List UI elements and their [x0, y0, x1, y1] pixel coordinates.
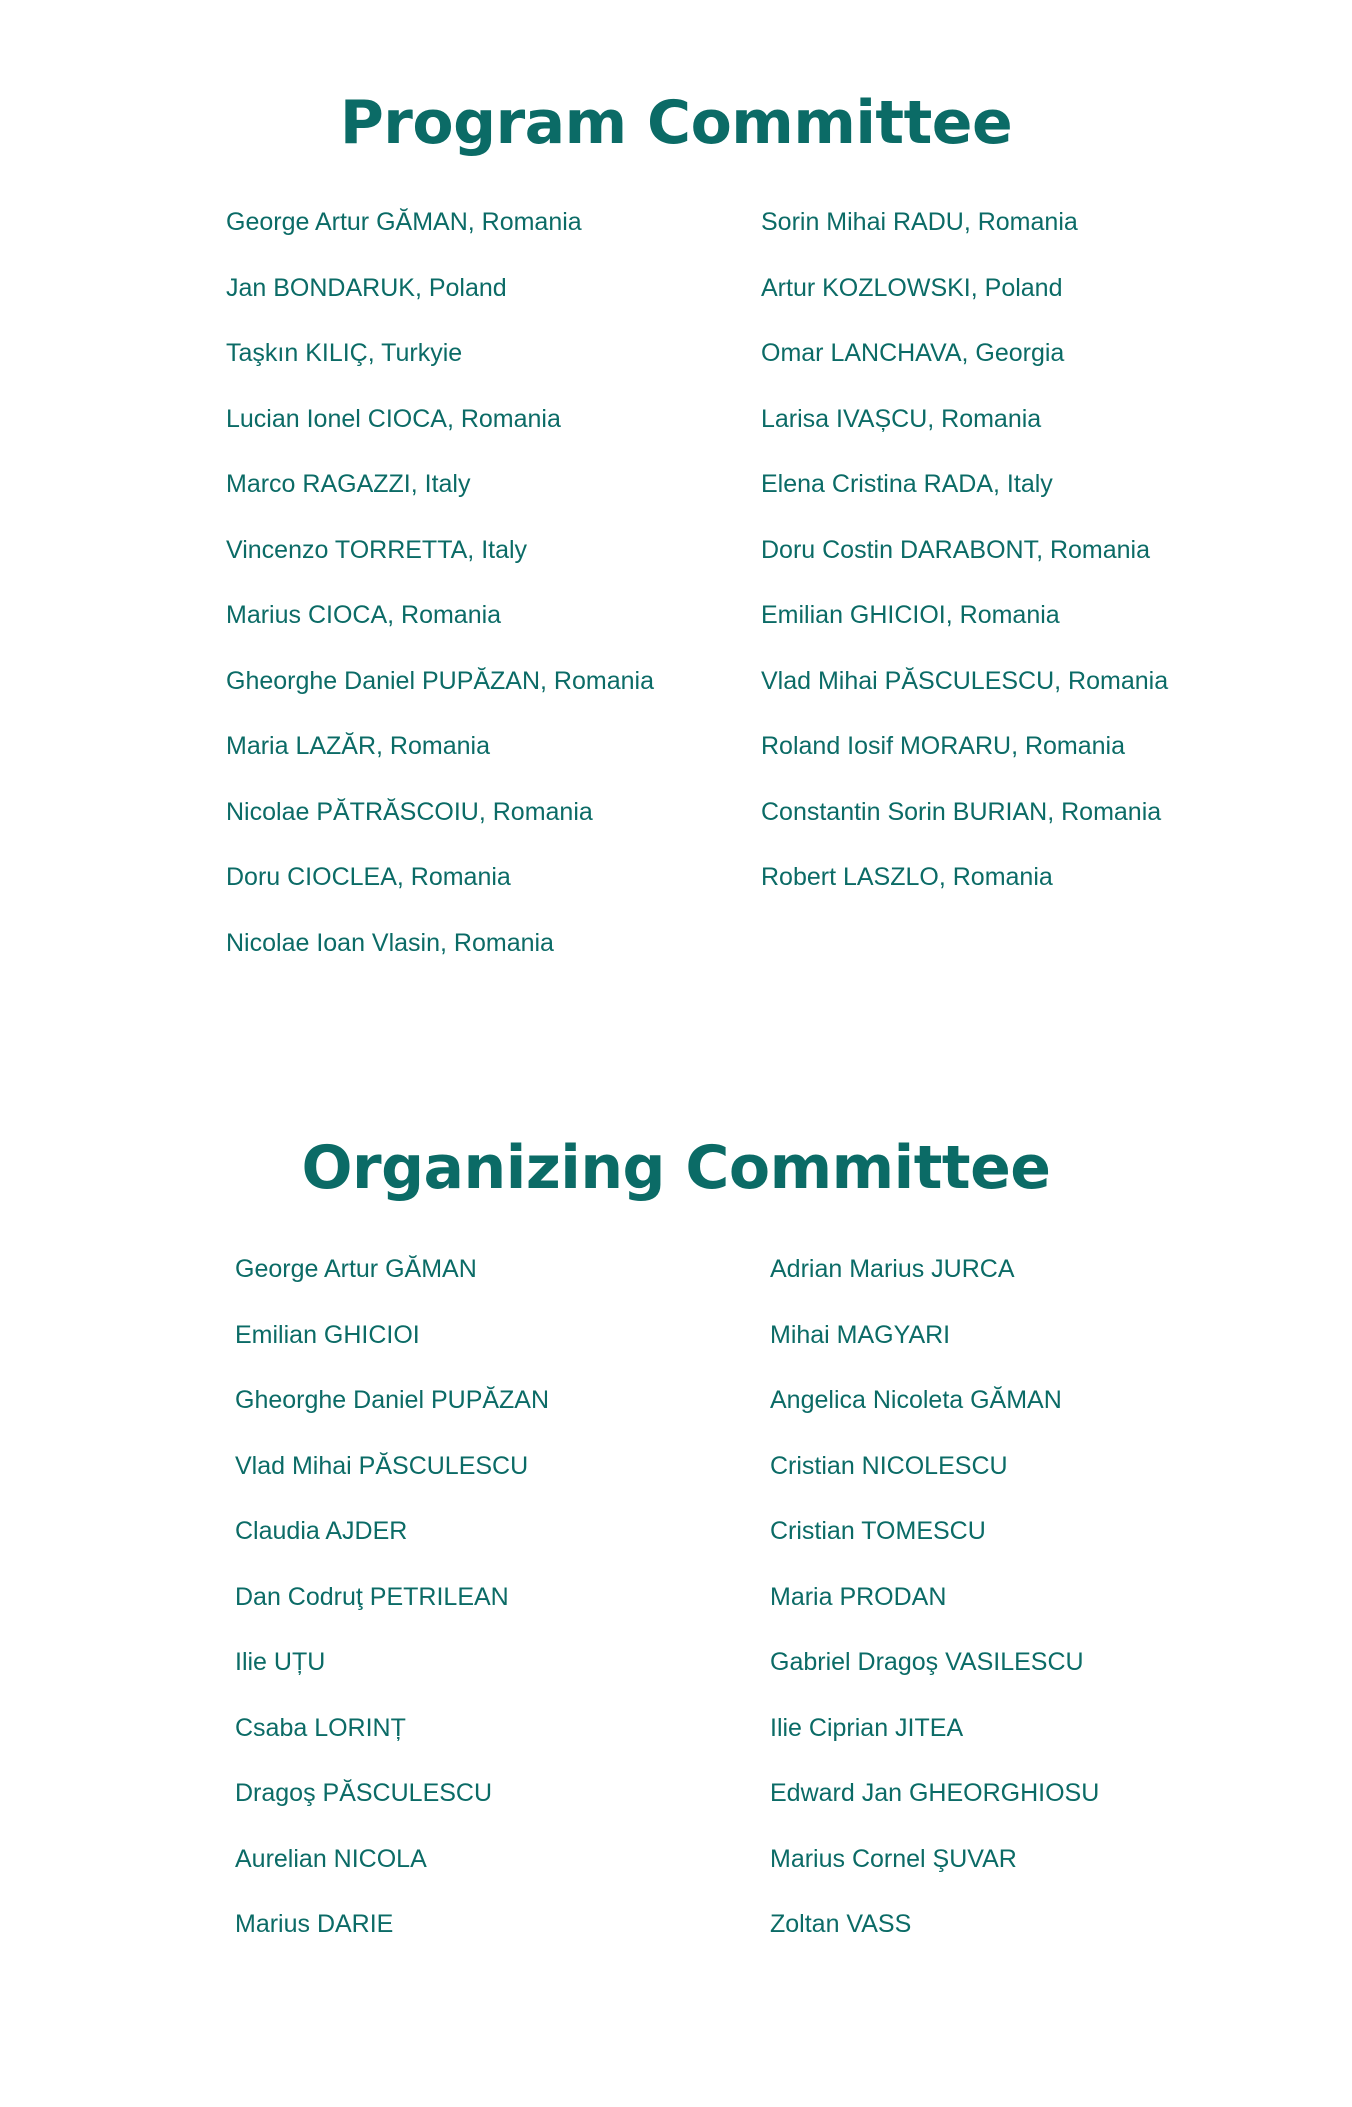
member-name: Taşkın KILIÇ, Turkyie — [226, 339, 463, 367]
member-name: Lucian Ionel CIOCA, Romania — [226, 404, 561, 433]
member-name: Zoltan VASS — [770, 1910, 912, 1938]
member-name: Mihai MAGYARI — [770, 1320, 951, 1349]
member-name: Doru CIOCLEA, Romania — [226, 863, 511, 891]
member-name: Marius Cornel ŞUVAR — [770, 1844, 1017, 1873]
member-name: Cristian NICOLESCU — [770, 1451, 1008, 1480]
member-name: Sorin Mihai RADU, Romania — [761, 208, 1078, 236]
member-name: Marius CIOCA, Romania — [226, 601, 502, 629]
member-name: Jan BONDARUK, Poland — [226, 273, 507, 302]
member-name: Vincenzo TORRETTA, Italy — [226, 535, 528, 564]
member-name: Marco RAGAZZI, Italy — [226, 470, 471, 498]
organizing-committee-right-list — [770, 1255, 1099, 1976]
member-name: Edward Jan GHEORGHIOSU — [770, 1779, 1100, 1807]
member-name: Adrian Marius JURCA — [770, 1255, 1015, 1283]
member-name: Vlad Mihai PĂSCULESCU, Romania — [761, 666, 1169, 695]
member-name: Constantin Sorin BURIAN, Romania — [761, 797, 1162, 826]
member-name: Elena Cristina RADA, Italy — [761, 470, 1053, 498]
member-name: Omar LANCHAVA, Georgia — [761, 339, 1065, 367]
member-name: Cristian TOMESCU — [770, 1517, 986, 1545]
member-name: Csaba LORINȚ — [235, 1713, 406, 1742]
member-name: Robert LASZLO, Romania — [761, 863, 1053, 891]
member-name: Emilian GHICIOI — [235, 1320, 420, 1349]
member-name: Angelica Nicoleta GĂMAN — [770, 1386, 1062, 1414]
organizing-committee-left-list — [235, 1255, 549, 1976]
organizing-committee-title: Organizing Committee — [301, 1133, 1051, 1203]
member-name: Gheorghe Daniel PUPĂZAN — [235, 1386, 550, 1414]
member-name: Marius DARIE — [235, 1910, 394, 1938]
member-name: Dan Codruţ PETRILEAN — [235, 1582, 509, 1611]
member-name: Maria LAZĂR, Romania — [226, 732, 490, 760]
member-name: Aurelian NICOLA — [235, 1844, 427, 1873]
member-name: Dragoş PĂSCULESCU — [235, 1779, 493, 1807]
member-name: Roland Iosif MORARU, Romania — [761, 732, 1126, 760]
member-name: Claudia AJDER — [235, 1517, 408, 1545]
member-name: Gabriel Dragoş VASILESCU — [770, 1648, 1084, 1676]
member-name: Ilie Ciprian JITEA — [770, 1713, 964, 1742]
member-name: Gheorghe Daniel PUPĂZAN, Romania — [226, 666, 654, 695]
member-name: George Artur GĂMAN — [235, 1255, 477, 1283]
member-name: Maria PRODAN — [770, 1582, 947, 1611]
member-name: George Artur GĂMAN, Romania — [226, 208, 582, 236]
member-name: Nicolae PĂTRĂSCOIU, Romania — [226, 797, 593, 826]
member-name: Emilian GHICIOI, Romania — [761, 601, 1060, 629]
member-name: Vlad Mihai PĂSCULESCU — [235, 1451, 529, 1480]
member-name: Artur KOZLOWSKI, Poland — [761, 273, 1063, 302]
member-name: Ilie UȚU — [235, 1648, 326, 1676]
member-name: Nicolae Ioan Vlasin, Romania — [226, 928, 554, 957]
member-name: Larisa IVAȘCU, Romania — [761, 404, 1042, 433]
member-name: Doru Costin DARABONT, Romania — [761, 535, 1151, 564]
program-committee-title: Program Committee — [339, 88, 1013, 158]
